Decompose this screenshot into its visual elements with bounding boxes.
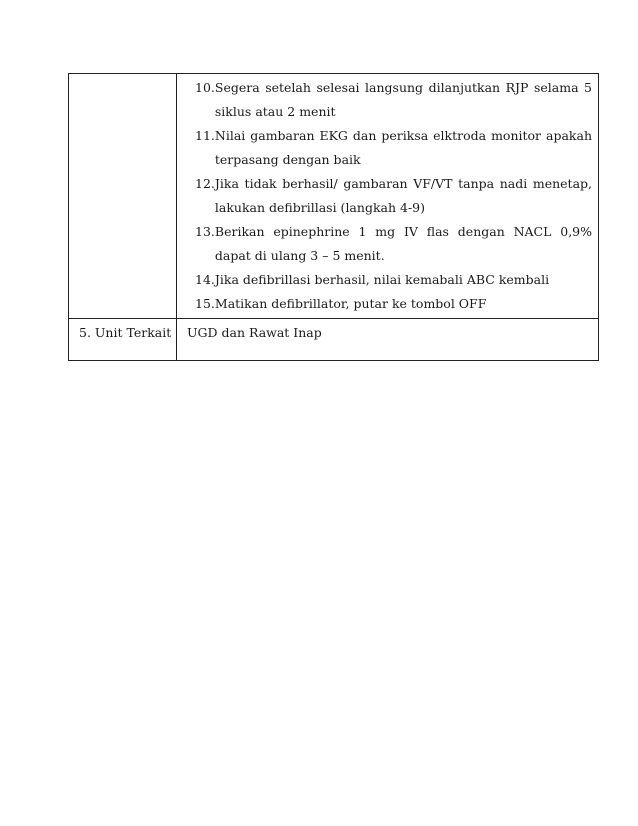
steps-list xyxy=(177,74,598,318)
list-item xyxy=(195,124,592,172)
unit-label: 5. Unit Terkait xyxy=(69,319,177,361)
step-text: Jika defibrillasi berhasil, nilai kemabali ABC kembali xyxy=(214,272,550,287)
procedure-table xyxy=(68,73,599,361)
list-item xyxy=(195,292,592,316)
step-text: Segera setelah selesai langsung dilanjutkan RJP selama 5 siklus atau 2 menit xyxy=(214,80,592,119)
step-number: 13. xyxy=(195,224,215,239)
steps-row xyxy=(69,74,599,319)
step-text: Berikan epinephrine 1 mg IV flas dengan NACL 0,9% dapat di ulang 3 – 5 menit. xyxy=(214,224,592,263)
unit-value: UGD dan Rawat Inap xyxy=(177,319,599,361)
step-number: 14. xyxy=(195,272,215,287)
step-number: 11. xyxy=(195,128,215,143)
step-number: 15. xyxy=(195,296,215,311)
step-text: Jika tidak berhasil/ gambaran VF/VT tanpa nadi menetap, lakukan defibrillasi (langkah 4-9) xyxy=(214,176,592,215)
steps-cell xyxy=(177,74,599,319)
step-number: 10. xyxy=(195,80,215,95)
unit-row xyxy=(69,319,599,361)
empty-label-cell xyxy=(69,74,177,319)
list-item xyxy=(195,220,592,268)
list-item xyxy=(195,76,592,124)
list-item xyxy=(195,268,592,292)
list-item xyxy=(195,172,592,220)
step-number: 12. xyxy=(195,176,215,191)
step-text: Matikan defibrillator, putar ke tombol OFF xyxy=(214,296,487,311)
step-text: Nilai gambaran EKG dan periksa elktroda monitor apakah terpasang dengan baik xyxy=(214,128,592,167)
